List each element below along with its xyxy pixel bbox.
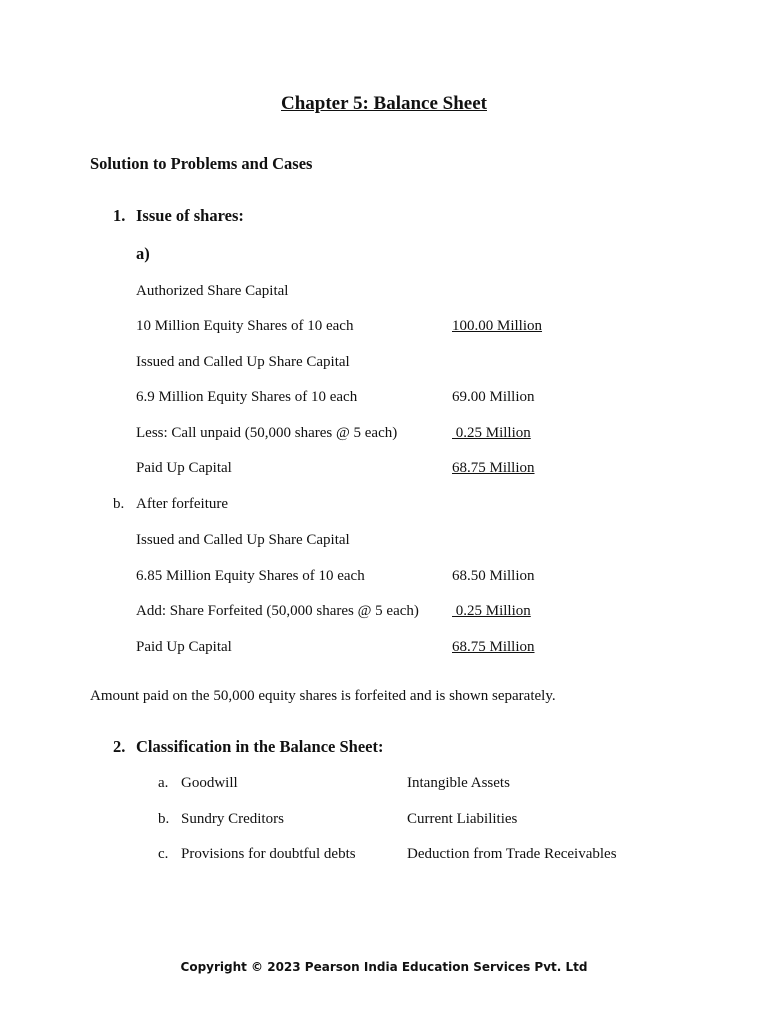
row-label: Paid Up Capital <box>136 460 232 476</box>
forfeiture-note: Amount paid on the 50,000 equity shares is forfeited and is shown separately. <box>90 688 556 704</box>
list-item-classification: Intangible Assets <box>407 775 510 791</box>
row-label: Add: Share Forfeited (50,000 shares @ 5 each) <box>136 603 419 619</box>
row-label: Less: Call unpaid (50,000 shares @ 5 each) <box>136 425 398 441</box>
list-item-classification: Deduction from Trade Receivables <box>407 846 617 862</box>
row-value: 68.75 Million <box>452 460 535 476</box>
row-value: 69.00 Million <box>452 389 535 405</box>
row-label: 6.85 Million Equity Shares of 10 each <box>136 568 365 584</box>
list-item: Provisions for doubtful debts <box>181 846 356 862</box>
part-b-label: b. <box>113 496 125 512</box>
row-label: Issued and Called Up Share Capital <box>136 354 350 370</box>
section-heading: Solution to Problems and Cases <box>90 154 313 173</box>
page-title: Chapter 5: Balance Sheet <box>281 93 487 114</box>
row-label: Paid Up Capital <box>136 639 232 655</box>
list-item-classification: Current Liabilities <box>407 811 518 827</box>
row-value: 0.25 Million <box>452 603 531 619</box>
q1-number: 1. <box>113 206 126 225</box>
row-label: 6.9 Million Equity Shares of 10 each <box>136 389 358 405</box>
row-value: 100.00 Million <box>452 318 543 334</box>
list-item-letter: a. <box>158 775 169 791</box>
q1-heading: Issue of shares: <box>136 206 244 225</box>
copyright-footer: Copyright © 2023 Pearson India Education Services Pvt. Ltd <box>180 960 588 974</box>
part-a-label: a) <box>136 244 150 263</box>
list-item-letter: b. <box>158 811 170 827</box>
row-label: 10 Million Equity Shares of 10 each <box>136 318 354 334</box>
q2-heading: Classification in the Balance Sheet: <box>136 737 384 756</box>
row-label: Issued and Called Up Share Capital <box>136 532 350 548</box>
list-item-letter: c. <box>158 846 169 862</box>
part-b-heading: After forfeiture <box>136 496 229 512</box>
list-item: Goodwill <box>181 775 238 791</box>
list-item: Sundry Creditors <box>181 811 284 827</box>
q2-number: 2. <box>113 737 126 756</box>
row-value: 68.50 Million <box>452 568 535 584</box>
row-value: 68.75 Million <box>452 639 535 655</box>
row-value: 0.25 Million <box>452 425 531 441</box>
row-label: Authorized Share Capital <box>136 283 289 299</box>
